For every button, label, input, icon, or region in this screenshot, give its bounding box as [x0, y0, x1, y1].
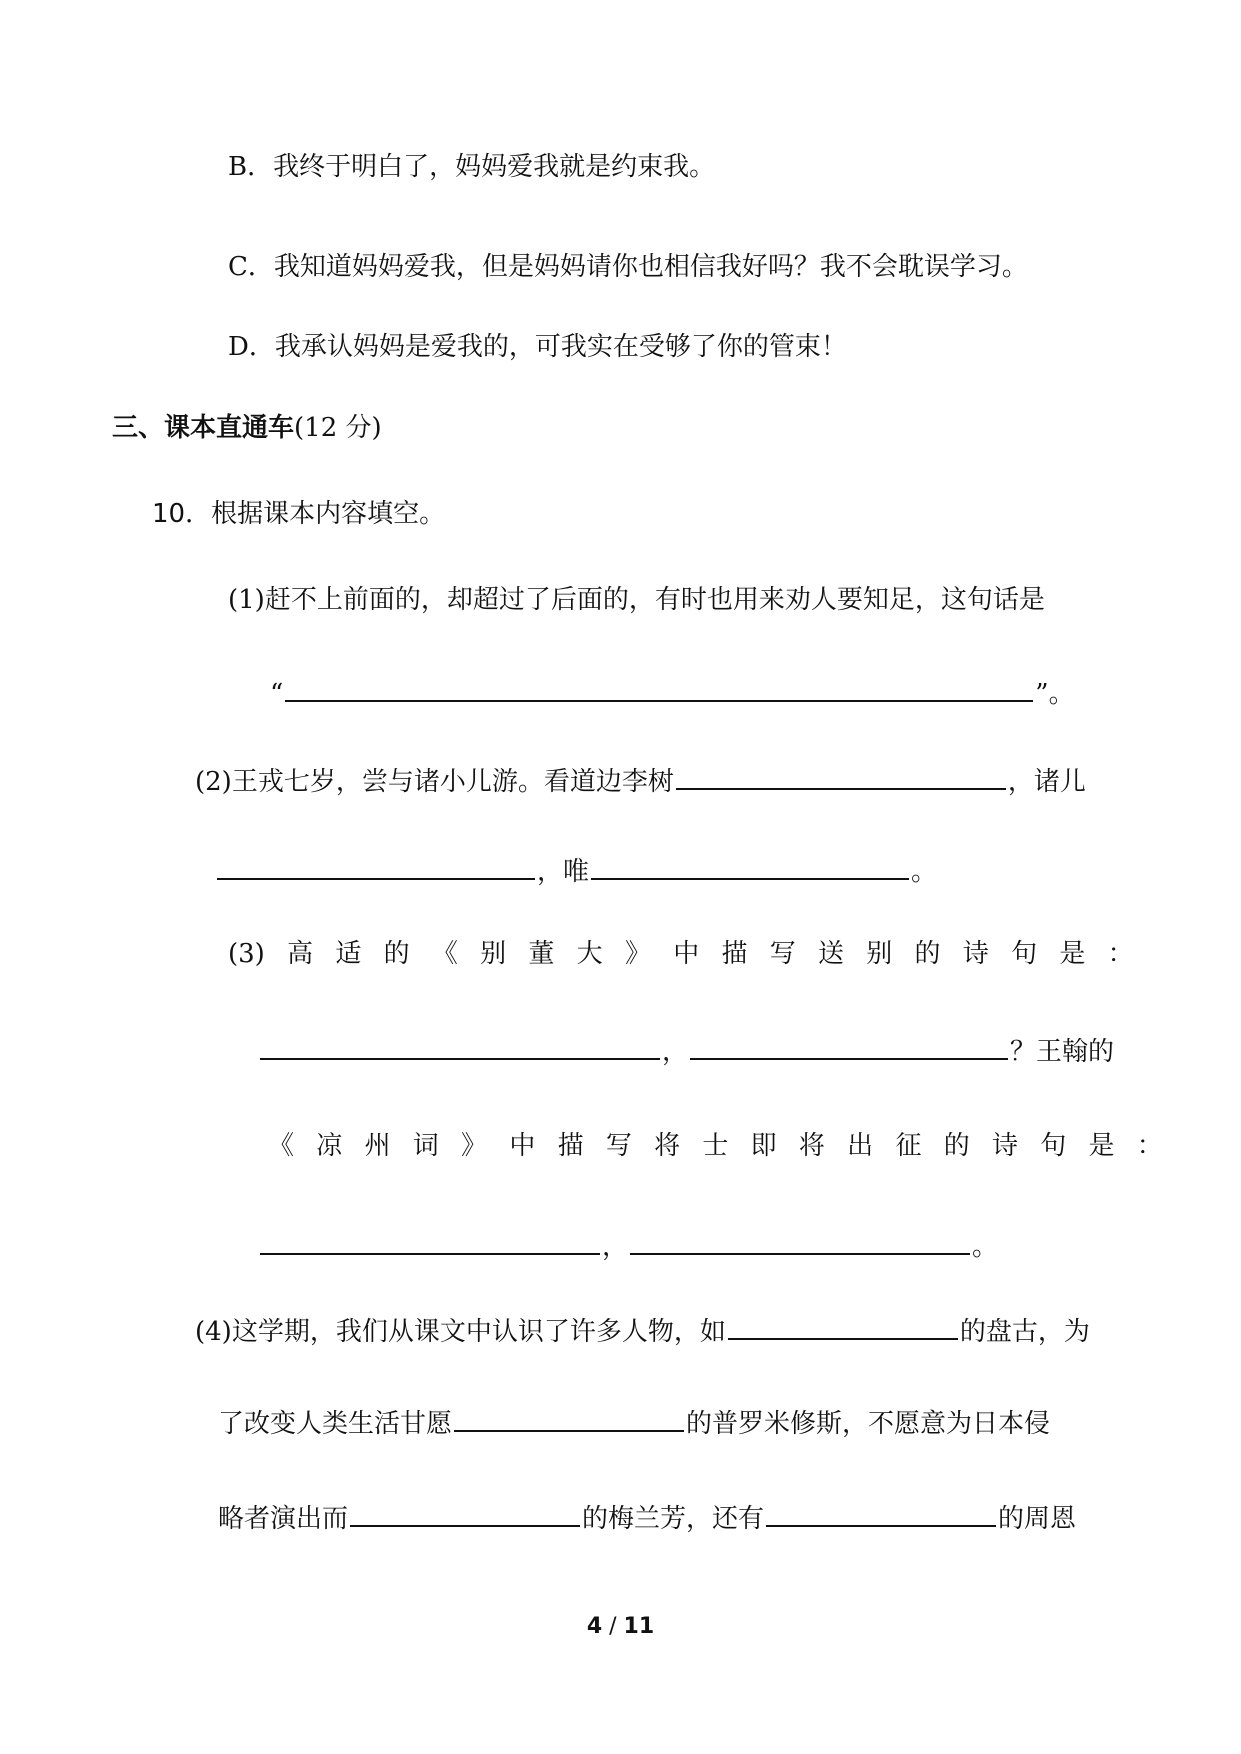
- answer-blank-7[interactable]: [260, 1225, 600, 1255]
- q10-part2-end: 。: [911, 857, 938, 887]
- close-quote: ”。: [1035, 679, 1075, 709]
- q10-part3-line2: [258, 1030, 1114, 1072]
- q10-part2-line1: [195, 760, 1086, 802]
- answer-blank-10[interactable]: [454, 1402, 684, 1432]
- page-number: [0, 1614, 1241, 1639]
- total-pages: 11: [623, 1614, 655, 1639]
- q10-part4-line2: [218, 1402, 1050, 1444]
- question-stem-text: ．根据课本内容填空。: [185, 499, 446, 529]
- answer-blank-1[interactable]: [285, 672, 1033, 702]
- answer-blank-12[interactable]: [766, 1497, 996, 1527]
- q10-part4-c1: 略者演出而: [218, 1504, 349, 1534]
- q10-part4-text: (4)这学期，我们从课文中认识了许多人物，如: [195, 1317, 726, 1347]
- q10-part3-line4: [258, 1225, 998, 1267]
- q10-part4-b2: 的普罗米修斯，不愿意为日本侵: [686, 1409, 1051, 1439]
- q10-part3-end: ？王翰的: [1010, 1037, 1115, 1067]
- q10-part3-comma2: ，: [602, 1232, 629, 1262]
- section-3-title: 三、课本直通车: [112, 413, 295, 443]
- option-c: C．我知道妈妈爱我，但是妈妈请你也相信我好吗？我不会耽误学习。: [228, 252, 1028, 282]
- section-3-score: (12 分): [294, 413, 382, 443]
- answer-blank-9[interactable]: [728, 1310, 958, 1340]
- q10-part3-comma: ，: [662, 1037, 689, 1067]
- current-page: 4: [586, 1614, 603, 1639]
- answer-blank-3[interactable]: [217, 850, 535, 880]
- q10-part3-line1: (3) 高 适 的 《 别 董 大 》 中 描 写 送 别 的 诗 句 是 ：: [228, 939, 1134, 969]
- q10-part3-line3: 《 凉 州 词 》 中 描 写 将 士 即 将 出 征 的 诗 句 是 ：: [268, 1131, 1163, 1161]
- answer-blank-2[interactable]: [676, 760, 1006, 790]
- option-b: B．我终于明白了，妈妈爱我就是约束我。: [228, 152, 716, 182]
- q10-part1-answer-line: [270, 672, 1075, 714]
- q10-part4-c2: 的梅兰芳，还有: [582, 1504, 765, 1534]
- section-3-heading: [112, 408, 382, 448]
- q10-part2-mid: ，诸儿: [1007, 767, 1086, 797]
- page-separator: /: [602, 1614, 624, 1639]
- q10-part1-text: (1)赶不上前面的，却超过了后面的，有时也用来劝人要知足，这句话是: [228, 585, 1045, 615]
- q10-part2-line2: [215, 850, 937, 892]
- open-quote: “: [270, 679, 284, 709]
- answer-blank-5[interactable]: [260, 1030, 660, 1060]
- question-number: 10: [152, 499, 186, 529]
- question-10-stem: [152, 494, 445, 534]
- q10-part4-a: 的盘古，为: [959, 1317, 1090, 1347]
- answer-blank-4[interactable]: [591, 850, 909, 880]
- q10-part2-comma: ，唯: [537, 857, 590, 887]
- q10-part3-end2: 。: [972, 1232, 999, 1262]
- q10-part2-text: (2)王戎七岁，尝与诸小儿游。看道边李树: [195, 767, 674, 797]
- answer-blank-6[interactable]: [690, 1030, 1008, 1060]
- q10-part4-b1: 了改变人类生活甘愿: [218, 1409, 453, 1439]
- q10-part4-c3: 的周恩: [998, 1504, 1077, 1534]
- option-d: D．我承认妈妈是爱我的，可我实在受够了你的管束！: [228, 332, 847, 362]
- answer-blank-11[interactable]: [350, 1497, 580, 1527]
- answer-blank-8[interactable]: [630, 1225, 970, 1255]
- q10-part4-line3: [218, 1497, 1076, 1539]
- q10-part4-line1: [195, 1310, 1090, 1352]
